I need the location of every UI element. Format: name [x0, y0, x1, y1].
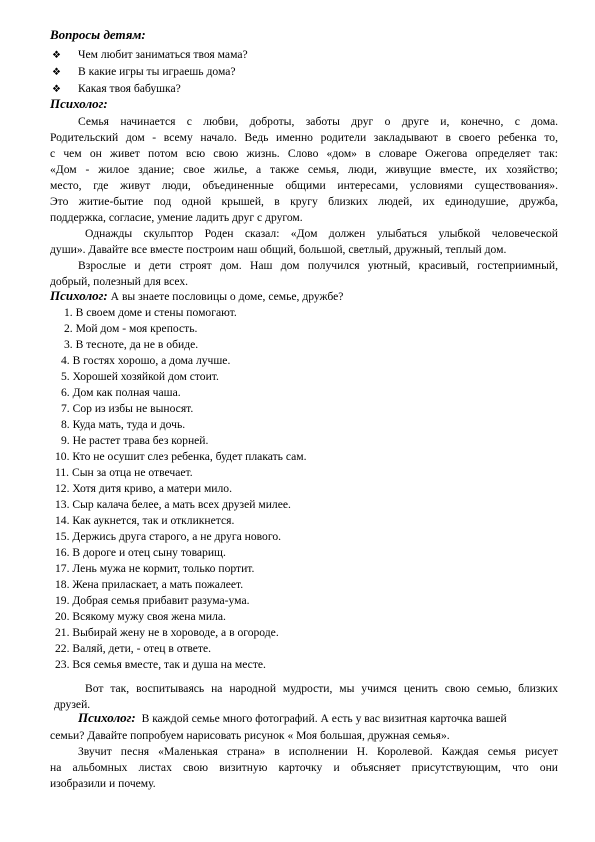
psychologist-heading: Психолог: — [50, 96, 108, 111]
proverb-item: 18. Жена приласкает, а мать пожалеет. — [55, 578, 244, 591]
questions-heading: Вопросы детям: — [50, 27, 146, 42]
proverb-item: 3. В тесноте, да не в обиде. — [64, 338, 199, 351]
psychologist-heading: Психолог: — [50, 288, 108, 303]
paragraph-line: изобразили и почему. — [50, 777, 156, 790]
paragraph-line: поддержка, согласие, умение ладить друг с другом. — [50, 211, 303, 224]
paragraph-line: добрый, полезный для всех. — [50, 275, 189, 288]
proverb-item: 15. Держись друга старого, а не друга нового. — [55, 530, 282, 543]
paragraph-line: Это житие-бытие под одной крышей, в кругу близких людей, их единодушие, дружба, — [50, 195, 558, 208]
paragraph-line: с чем он живет потом всю свою жизнь. Слово «дом» в словаре Ожегова определяет так: — [50, 147, 558, 160]
proverb-item: 5. Хорошей хозяйкой дом стоит. — [61, 370, 219, 383]
proverb-item: 7. Сор из избы не выносят. — [61, 402, 194, 415]
proverb-item: 22. Валяй, дети, - отец в ответе. — [55, 642, 212, 655]
proverb-item: 14. Как аукнется, так и откликнется. — [55, 514, 235, 527]
proverb-item: 20. Всякому мужу своя жена мила. — [55, 610, 226, 623]
proverb-item: 21. Выбирай жену не в хороводе, а в огороде. — [55, 626, 279, 639]
proverb-item: 16. В дороге и отец сыну товарищ. — [55, 546, 226, 559]
paragraph-text: В каждой семье много фотографий. А есть у вас визитная карточка вашей — [141, 712, 507, 725]
proverb-item: 23. Вся семья вместе, так и душа на месте. — [55, 658, 266, 671]
paragraph-line: Родительский дом - всему начало. Ведь именно родители закладывают в своего ребенка то, — [50, 131, 558, 144]
proverb-item: 12. Хотя дитя криво, а матери мило. — [55, 482, 232, 495]
paragraph-line: друзей. — [54, 698, 91, 711]
proverb-item: 9. Не растет трава без корней. — [61, 434, 209, 447]
proverb-item: 11. Сын за отца не отвечает. — [55, 466, 193, 479]
paragraph-line: Вот так, воспитываясь на народной мудрости, мы учимся ценить свою семью, близких — [85, 682, 558, 695]
psychologist-heading: Психолог: — [78, 710, 136, 725]
proverb-item: 19. Добрая семья прибавит разума-ума. — [55, 594, 250, 607]
proverb-item: 8. Куда мать, туда и дочь. — [61, 418, 186, 431]
paragraph-line: души». Давайте все вместе построим наш общий, большой, светлый, дружный, теплый дом. — [50, 243, 507, 256]
proverb-item: 17. Лень мужа не кормит, только портит. — [55, 562, 255, 575]
bullet-icon: ❖ — [52, 50, 61, 61]
proverb-item: 1. В своем доме и стены помогают. — [64, 306, 237, 319]
proverb-item: 10. Кто не осушит слез ребенка, будет плакать сам. — [55, 450, 307, 463]
paragraph-line — [78, 711, 507, 726]
proverb-item: 2. Мой дом - моя крепость. — [64, 322, 198, 335]
paragraph-line: Взрослые и дети строят дом. Наш дом получился уютный, красивый, гостеприимный, — [78, 259, 558, 272]
paragraph-line: Звучит песня «Маленькая страна» в исполнении Н. Королевой. Каждая семья рисует — [78, 745, 558, 758]
proverb-item: 6. Дом как полная чаша. — [61, 386, 181, 399]
paragraph-line: Семья начинается с любви, доброты, заботы друг о друге и, конечно, с дома. — [78, 115, 558, 128]
paragraph-line: Однажды скульптор Роден сказал: «Дом должен улыбаться улыбкой человеческой — [85, 227, 558, 240]
question-item: В какие игры ты играешь дома? — [78, 65, 236, 78]
proverb-item: 13. Сыр калача белее, а мать всех друзей милее. — [55, 498, 291, 511]
proverb-item: 4. В гостях хорошо, а дома лучше. — [61, 354, 231, 367]
proverbs-intro — [50, 289, 343, 304]
bullet-icon: ❖ — [52, 84, 61, 95]
paragraph-line: на альбомных листах свою визитную карточку и объясняет присутствующим, что они — [50, 761, 558, 774]
paragraph-line: место, где живут люди, объединенные общими интересами, условиями существования». — [50, 179, 558, 192]
paragraph-line: «Дом - жилое здание; свое жилье, а также семья, люди, живущие вместе, их хозяйство; — [50, 163, 558, 176]
question-item: Чем любит заниматься твоя мама? — [78, 48, 248, 61]
question-item: Какая твоя бабушка? — [78, 82, 181, 95]
bullet-icon: ❖ — [52, 67, 61, 78]
paragraph-line: семьи? Давайте попробуем нарисовать рисунок « Моя большая, дружная семья». — [50, 729, 450, 742]
proverbs-question: А вы знаете пословицы о доме, семье, дружбе? — [110, 290, 344, 303]
